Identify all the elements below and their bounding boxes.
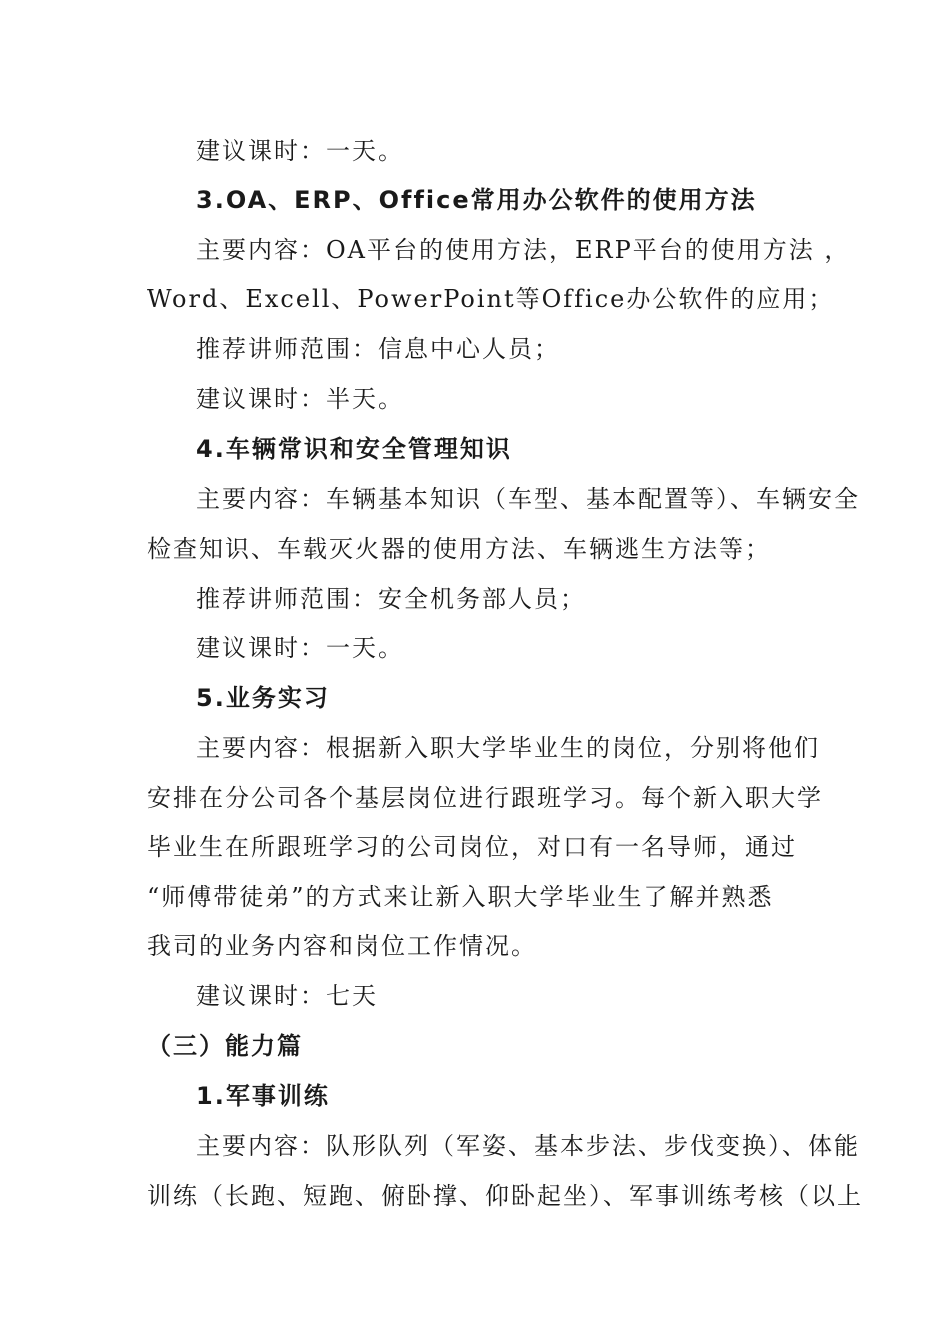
main-content-line-continued: 安排在分公司各个基层岗位进行跟班学习。每个新入职大学 [147, 784, 823, 812]
recommended-lecturer-line: 推荐讲师范围：信息中心人员； [196, 335, 560, 363]
main-content-line-continued: 我司的业务内容和岗位工作情况。 [147, 932, 537, 960]
section-heading-military-training: 1.军事训练 [196, 1082, 330, 1110]
section-heading-office-software: 3.OA、ERP、Office常用办公软件的使用方法 [196, 186, 757, 214]
main-content-line-continued: 毕业生在所跟班学习的公司岗位，对口有一名导师，通过 [147, 833, 797, 861]
main-content-line-continued: 训练（长跑、短跑、俯卧撑、仰卧起坐）、军事训练考核（以上 [147, 1182, 863, 1210]
main-content-line: 主要内容：队形队列（军姿、基本步法、步伐变换）、体能 [196, 1132, 860, 1160]
chapter-heading-ability: （三）能力篇 [147, 1032, 303, 1060]
main-content-line-continued: Word、Excell、PowerPoint等Office办公软件的应用； [147, 285, 835, 313]
suggested-hours-line: 建议课时：一天。 [196, 137, 404, 165]
section-heading-business-internship: 5.业务实习 [196, 684, 330, 712]
main-content-line: 主要内容：根据新入职大学毕业生的岗位，分别将他们 [196, 734, 820, 762]
main-content-line: 主要内容：车辆基本知识（车型、基本配置等）、车辆安全 [196, 485, 860, 513]
section-heading-vehicle-safety: 4.车辆常识和安全管理知识 [196, 435, 512, 463]
main-content-line-continued: 检查知识、车载灭火器的使用方法、车辆逃生方法等； [147, 535, 771, 563]
suggested-hours-line: 建议课时：半天。 [196, 385, 404, 413]
main-content-line-continued: “师傅带徒弟”的方式来让新入职大学毕业生了解并熟悉 [147, 883, 774, 911]
suggested-hours-line: 建议课时：一天。 [196, 634, 404, 662]
main-content-line: 主要内容：OA平台的使用方法，ERP平台的使用方法 ， [196, 236, 851, 264]
recommended-lecturer-line: 推荐讲师范围：安全机务部人员； [196, 585, 586, 613]
suggested-hours-line: 建议课时：七天 [196, 982, 378, 1010]
